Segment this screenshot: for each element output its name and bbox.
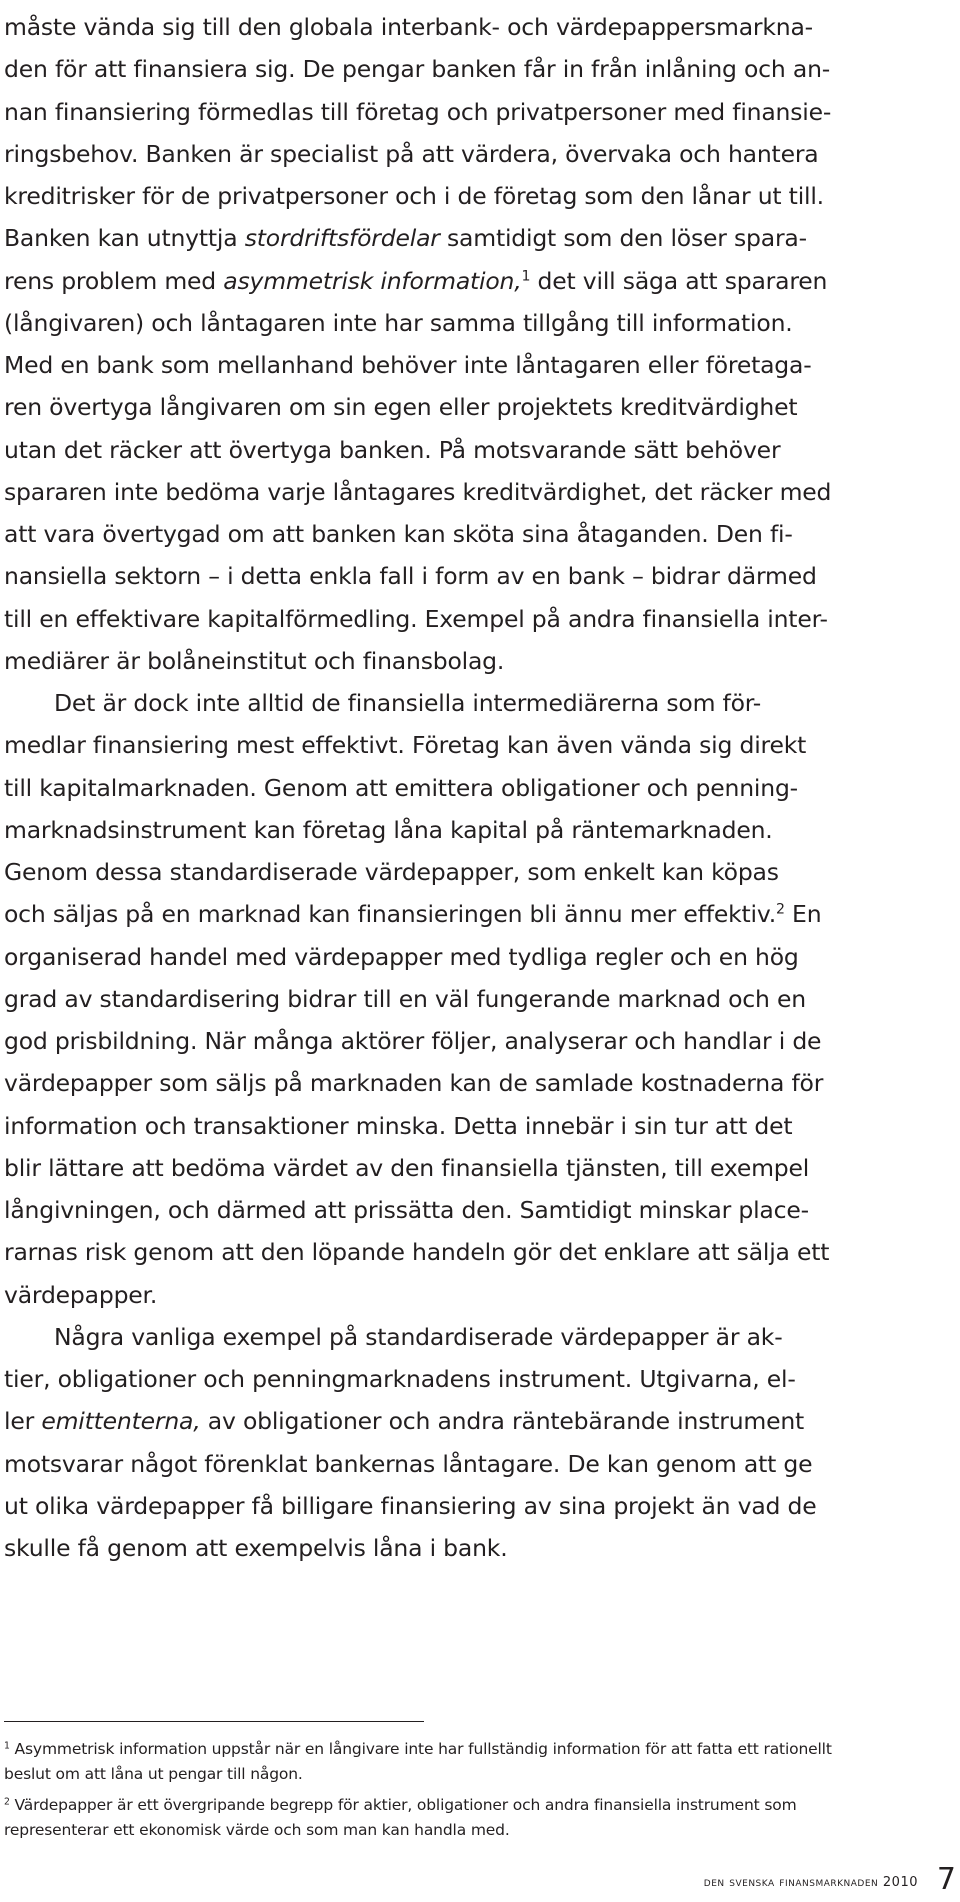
body-line <box>4 1229 829 1275</box>
text-segment: till kapitalmarknaden. Genom att emittera obligationer och penning- <box>4 773 798 802</box>
body-line <box>54 1314 783 1360</box>
body-line <box>4 1483 816 1529</box>
body-line <box>4 215 807 261</box>
text-segment: till en effektivare kapitalförmedling. Exempel på andra finansiella inter- <box>4 604 828 633</box>
text-segment: Banken kan utnyttja <box>4 224 245 253</box>
body-line <box>4 342 812 388</box>
text-segment: måste vända sig till den globala interbank- och värdepappersmarkna- <box>4 13 813 41</box>
text-segment: mediärer är bolåneinstitut och finansbolag. <box>4 646 505 675</box>
text-segment: Värdepapper är ett övergripande begrepp för aktier, obligationer och andra finansiella instrument som <box>9 1796 797 1814</box>
body-line <box>4 765 798 811</box>
text-segment: samtidigt som den löser spara- <box>439 224 807 253</box>
body-line <box>4 1018 821 1064</box>
text-segment: ringsbehov. Banken är specialist på att värdera, övervaka och hantera <box>4 139 819 168</box>
text-segment: motsvarar något förenklat bankernas låntagare. De kan genom att ge <box>4 1449 813 1478</box>
footnote-reference: 1 <box>521 268 531 285</box>
text-segment: av obligationer och andra räntebärande instrument <box>200 1407 805 1436</box>
text-segment: nansiella sektorn – i detta enkla fall i form av en bank – bidrar därmed <box>4 562 817 591</box>
page-number: 7 <box>936 1862 956 1897</box>
italic-term: emittenterna, <box>41 1407 201 1436</box>
footnote-line <box>4 1762 303 1787</box>
footnote-reference: 2 <box>4 1796 10 1808</box>
footnote-reference: 2 <box>776 901 785 918</box>
body-line <box>4 638 504 684</box>
text-segment: representerar ett ekonomisk värde och som man kan handla med. <box>4 1821 510 1839</box>
text-segment: utan det räcker att övertyga banken. På motsvarande sätt behöver <box>4 435 781 464</box>
body-line <box>4 1441 812 1487</box>
body-line <box>4 891 821 937</box>
text-segment: värdepapper. <box>4 1280 158 1309</box>
text-segment: och säljas på en marknad kan finansieringen bli ännu mer effektiv. <box>4 900 776 929</box>
body-line <box>4 1272 157 1318</box>
text-segment: den för att finansiera sig. De pengar banken får in från inlåning och an- <box>4 55 831 84</box>
body-line <box>4 553 817 599</box>
text-segment: spararen inte bedöma varje låntagares kreditvärdighet, det räcker med <box>4 477 832 506</box>
text-segment: Med en bank som mellanhand behöver inte låntagaren eller företaga- <box>4 351 812 379</box>
footnote-line <box>4 1793 797 1818</box>
body-line <box>4 596 828 642</box>
text-segment: rens problem med <box>4 266 224 295</box>
body-line <box>4 46 830 92</box>
body-line <box>4 1525 507 1571</box>
text-segment: organiserad handel med värdepapper med tydliga regler och en hög <box>4 942 799 971</box>
text-segment: marknadsinstrument kan företag låna kapital på räntemarknaden. <box>4 815 773 844</box>
text-segment: rarnas risk genom att den löpande handeln gör det enklare att sälja ett <box>4 1238 830 1267</box>
text-segment: En <box>784 900 822 929</box>
body-line <box>4 384 797 430</box>
text-segment: Genom dessa standardiserade värdepapper, som enkelt kan köpas <box>4 858 779 886</box>
text-segment: långivningen, och därmed att prissätta den. Samtidigt minskar place- <box>4 1196 809 1224</box>
body-line <box>4 1187 809 1233</box>
running-footer-title: den svenska finansmarknaden 2010 <box>703 1875 918 1890</box>
text-segment: ler <box>4 1407 42 1436</box>
body-line <box>4 849 779 895</box>
body-line <box>4 173 824 219</box>
text-segment: tier, obligationer och penningmarknadens instrument. Utgivarna, el- <box>4 1365 796 1393</box>
body-line <box>4 4 813 50</box>
body-line <box>4 807 773 853</box>
text-segment: att vara övertygad om att banken kan sköta sina åtaganden. Den fi- <box>4 520 793 548</box>
text-segment: nan finansiering förmedlas till företag och privatpersoner med finansie- <box>4 97 832 126</box>
body-line <box>4 511 793 557</box>
text-segment: ut olika värdepapper få billigare finansiering av sina projekt än vad de <box>4 1491 817 1520</box>
text-segment: Några vanliga exempel på standardiserade värdepapper är ak- <box>54 1322 783 1351</box>
body-line <box>4 258 827 304</box>
body-line <box>4 469 831 515</box>
body-line <box>4 934 799 980</box>
body-line <box>4 1103 792 1149</box>
text-segment: god prisbildning. När många aktörer följer, analyserar och handlar i de <box>4 1027 822 1055</box>
body-line <box>4 1145 809 1191</box>
body-line <box>54 680 761 726</box>
text-segment: grad av standardisering bidrar till en väl fungerande marknad och en <box>4 984 806 1013</box>
text-segment: kreditrisker för de privatpersoner och i de företag som den lånar ut till. <box>4 182 824 210</box>
body-line <box>4 1356 796 1402</box>
footnote-divider <box>4 1721 424 1722</box>
text-segment: skulle få genom att exempelvis låna i bank. <box>4 1534 508 1562</box>
body-line <box>4 1060 823 1106</box>
text-segment: värdepapper som säljs på marknaden kan de samlade kostnaderna för <box>4 1069 824 1098</box>
text-segment: (långivaren) och låntagaren inte har samma tillgång till information. <box>4 308 793 337</box>
body-line <box>4 300 793 346</box>
italic-term: stordriftsfördelar <box>244 224 440 253</box>
text-segment: Asymmetrisk information uppstår när en långivare inte har fullständig information för att fatta ett rationellt <box>9 1740 832 1758</box>
body-line <box>4 427 780 473</box>
body-line <box>4 1398 804 1444</box>
footnote-line <box>4 1737 832 1762</box>
footnote-line <box>4 1818 510 1843</box>
text-segment: Det är dock inte alltid de finansiella intermediärerna som för- <box>54 689 762 717</box>
body-line <box>4 976 806 1022</box>
text-segment: ren övertyga långivaren om sin egen eller projektets kreditvärdighet <box>4 393 798 422</box>
footnote-reference: 1 <box>4 1740 10 1752</box>
italic-term: asymmetrisk information, <box>223 266 522 295</box>
text-segment: beslut om att låna ut pengar till någon. <box>4 1765 303 1783</box>
text-segment: det vill säga att spararen <box>530 266 828 295</box>
text-segment: blir lättare att bedöma värdet av den finansiella tjänsten, till exempel <box>4 1153 810 1182</box>
text-segment: medlar finansiering mest effektivt. Företag kan även vända sig direkt <box>4 731 807 760</box>
text-segment: information och transaktioner minska. Detta innebär i sin tur att det <box>4 1111 793 1140</box>
body-line <box>4 131 819 177</box>
body-line <box>4 722 806 768</box>
body-line <box>4 89 831 135</box>
